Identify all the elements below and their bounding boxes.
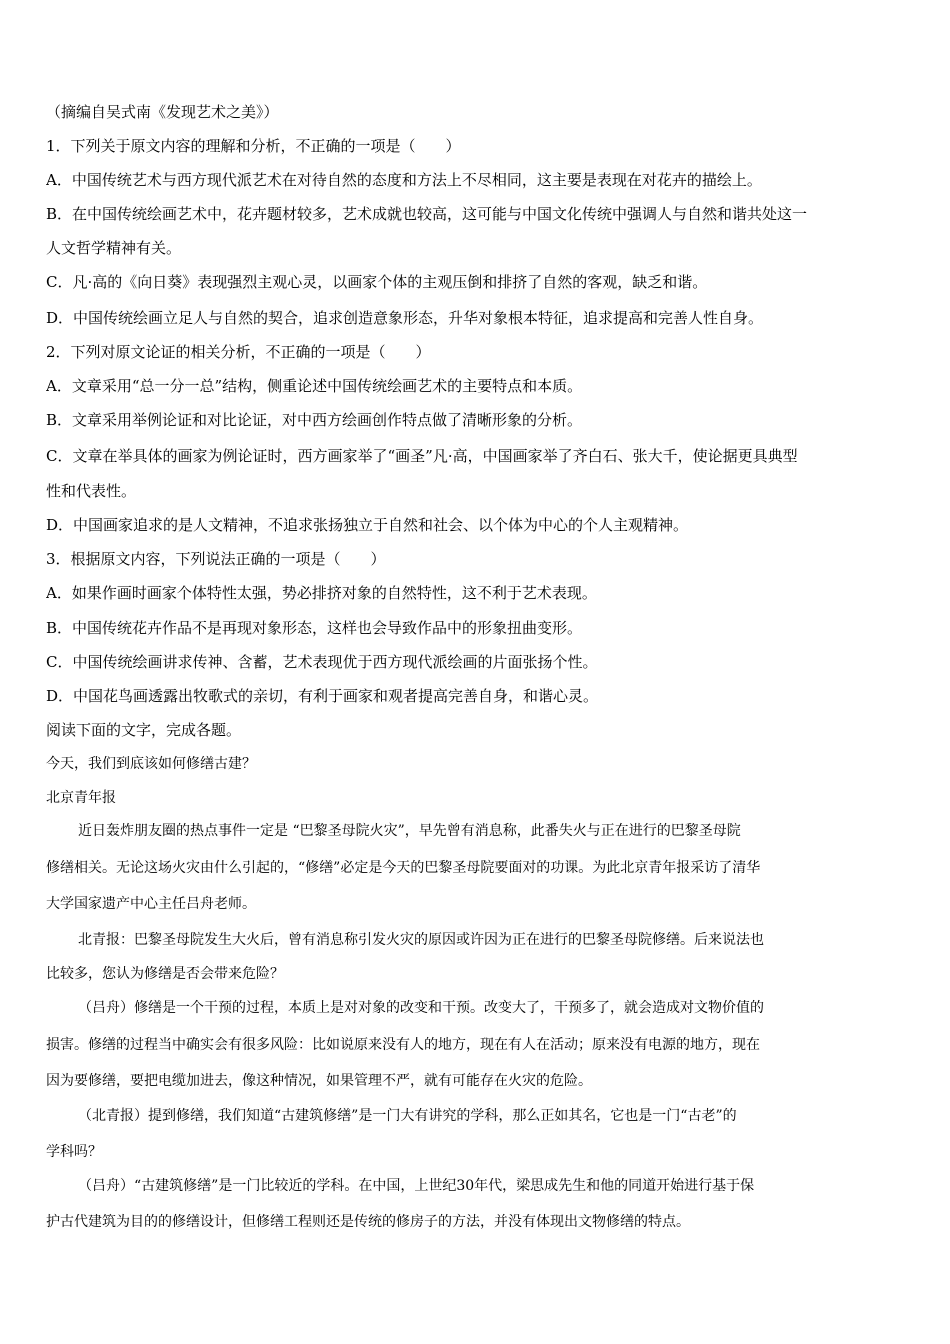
question-1-option-a: A．中国传统艺术与西方现代派艺术在对待自然的态度和方法上不尽相同，这主要是表现在对花卉的描绘上。 xyxy=(46,171,762,189)
article-byline: 北京青年报 xyxy=(46,790,116,806)
reading-instruction: 阅读下面的文字，完成各题。 xyxy=(46,721,242,739)
question-3-option-d: D．中国花鸟画透露出牧歌式的亲切，有利于画家和观者提高完善自身，和谐心灵。 xyxy=(46,687,599,705)
question-1-option-c: C．凡·高的《向日葵》表现强烈主观心灵，以画家个体的主观压倒和排挤了自然的客观，缺乏和谐。 xyxy=(46,273,708,291)
article-paragraph-3-line-1: （吕舟）修缮是一个干预的过程，本质上是对对象的改变和干预。改变大了，干预多了，就会造成对文物价值的 xyxy=(78,1000,764,1016)
question-1-option-b: B．在中国传统绘画艺术中，花卉题材较多，艺术成就也较高，这可能与中国文化传统中强调人与自然和谐共处这一 xyxy=(46,205,808,223)
question-3-option-a: A．如果作画时画家个体特性太强，势必排挤对象的自然特性，这不利于艺术表现。 xyxy=(46,584,597,602)
question-3-stem: 3．根据原文内容，下列说法正确的一项是（ ） xyxy=(46,550,386,568)
article-paragraph-1-line-3: 大学国家遗产中心主任吕舟老师。 xyxy=(46,896,256,912)
article-paragraph-4-line-1: （北青报）提到修缮，我们知道“古建筑修缮”是一门大有讲究的学科，那么正如其名，它也是一门“古老”的 xyxy=(78,1108,737,1124)
article-title: 今天，我们到底该如何修缮古建？ xyxy=(46,756,256,772)
question-1-option-b-continued: 人文哲学精神有关。 xyxy=(46,239,182,257)
question-1-stem: 1．下列关于原文内容的理解和分析，不正确的一项是（ ） xyxy=(46,137,461,155)
question-1-option-d: D．中国传统绘画立足人与自然的契合，追求创造意象形态，升华对象根本特征，追求提高和完善人性自身。 xyxy=(46,309,764,327)
question-3-option-b: B．中国传统花卉作品不是再现对象形态，这样也会导致作品中的形象扭曲变形。 xyxy=(46,619,583,637)
question-3-option-c: C．中国传统绘画讲求传神、含蓄，艺术表现优于西方现代派绘画的片面张扬个性。 xyxy=(46,653,598,671)
article-paragraph-1-line-1: 近日轰炸朋友圈的热点事件一定是 “巴黎圣母院火灾”，早先曾有消息称，此番失火与正在进行的巴黎圣母院 xyxy=(78,823,741,839)
question-2-option-d: D．中国画家追求的是人文精神，不追求张扬独立于自然和社会、以个体为中心的个人主观精神。 xyxy=(46,516,689,534)
article-paragraph-2-line-2: 比较多，您认为修缮是否会带来危险？ xyxy=(46,966,284,982)
article-paragraph-2-line-1: 北青报：巴黎圣母院发生大火后，曾有消息称引发火灾的原因或许因为正在进行的巴黎圣母院修缮。后来说法也 xyxy=(78,932,764,948)
article-paragraph-4-line-2: 学科吗？ xyxy=(46,1144,102,1160)
article-paragraph-1-line-2: 修缮相关。无论这场火灾由什么引起的，“修缮”必定是今天的巴黎圣母院要面对的功课。为此北京青年报采访了清华 xyxy=(46,860,761,876)
question-2-option-c-continued: 性和代表性。 xyxy=(46,482,137,500)
question-2-option-b: B．文章采用举例论证和对比论证，对中西方绘画创作特点做了清晰形象的分析。 xyxy=(46,411,583,429)
article-paragraph-5-line-2: 护古代建筑为目的的修缮设计，但修缮工程则还是传统的修房子的方法，并没有体现出文物修缮的特点。 xyxy=(46,1214,690,1230)
article-paragraph-5-line-1: （吕舟）“古建筑修缮”是一门比较近的学科。在中国，上世纪30年代，梁思成先生和他的同道开始进行基于保 xyxy=(78,1178,755,1194)
article-paragraph-3-line-2: 损害。修缮的过程当中确实会有很多风险：比如说原来没有人的地方，现在有人在活动；原来没有电源的地方，现在 xyxy=(46,1037,760,1053)
question-2-option-c: C．文章在举具体的画家为例论证时，西方画家举了“画圣”凡·高，中国画家举了齐白石、张大千，使论据更具典型 xyxy=(46,447,798,465)
question-2-option-a: A．文章采用“总一分一总”结构，侧重论述中国传统绘画艺术的主要特点和本质。 xyxy=(46,377,583,395)
question-2-stem: 2．下列对原文论证的相关分析，不正确的一项是（ ） xyxy=(46,343,431,361)
source-citation: （摘编自吴式南《发现艺术之美》） xyxy=(46,103,279,121)
article-paragraph-3-line-3: 因为要修缮，要把电缆加进去，像这种情况，如果管理不严，就有可能存在火灾的危险。 xyxy=(46,1073,592,1089)
